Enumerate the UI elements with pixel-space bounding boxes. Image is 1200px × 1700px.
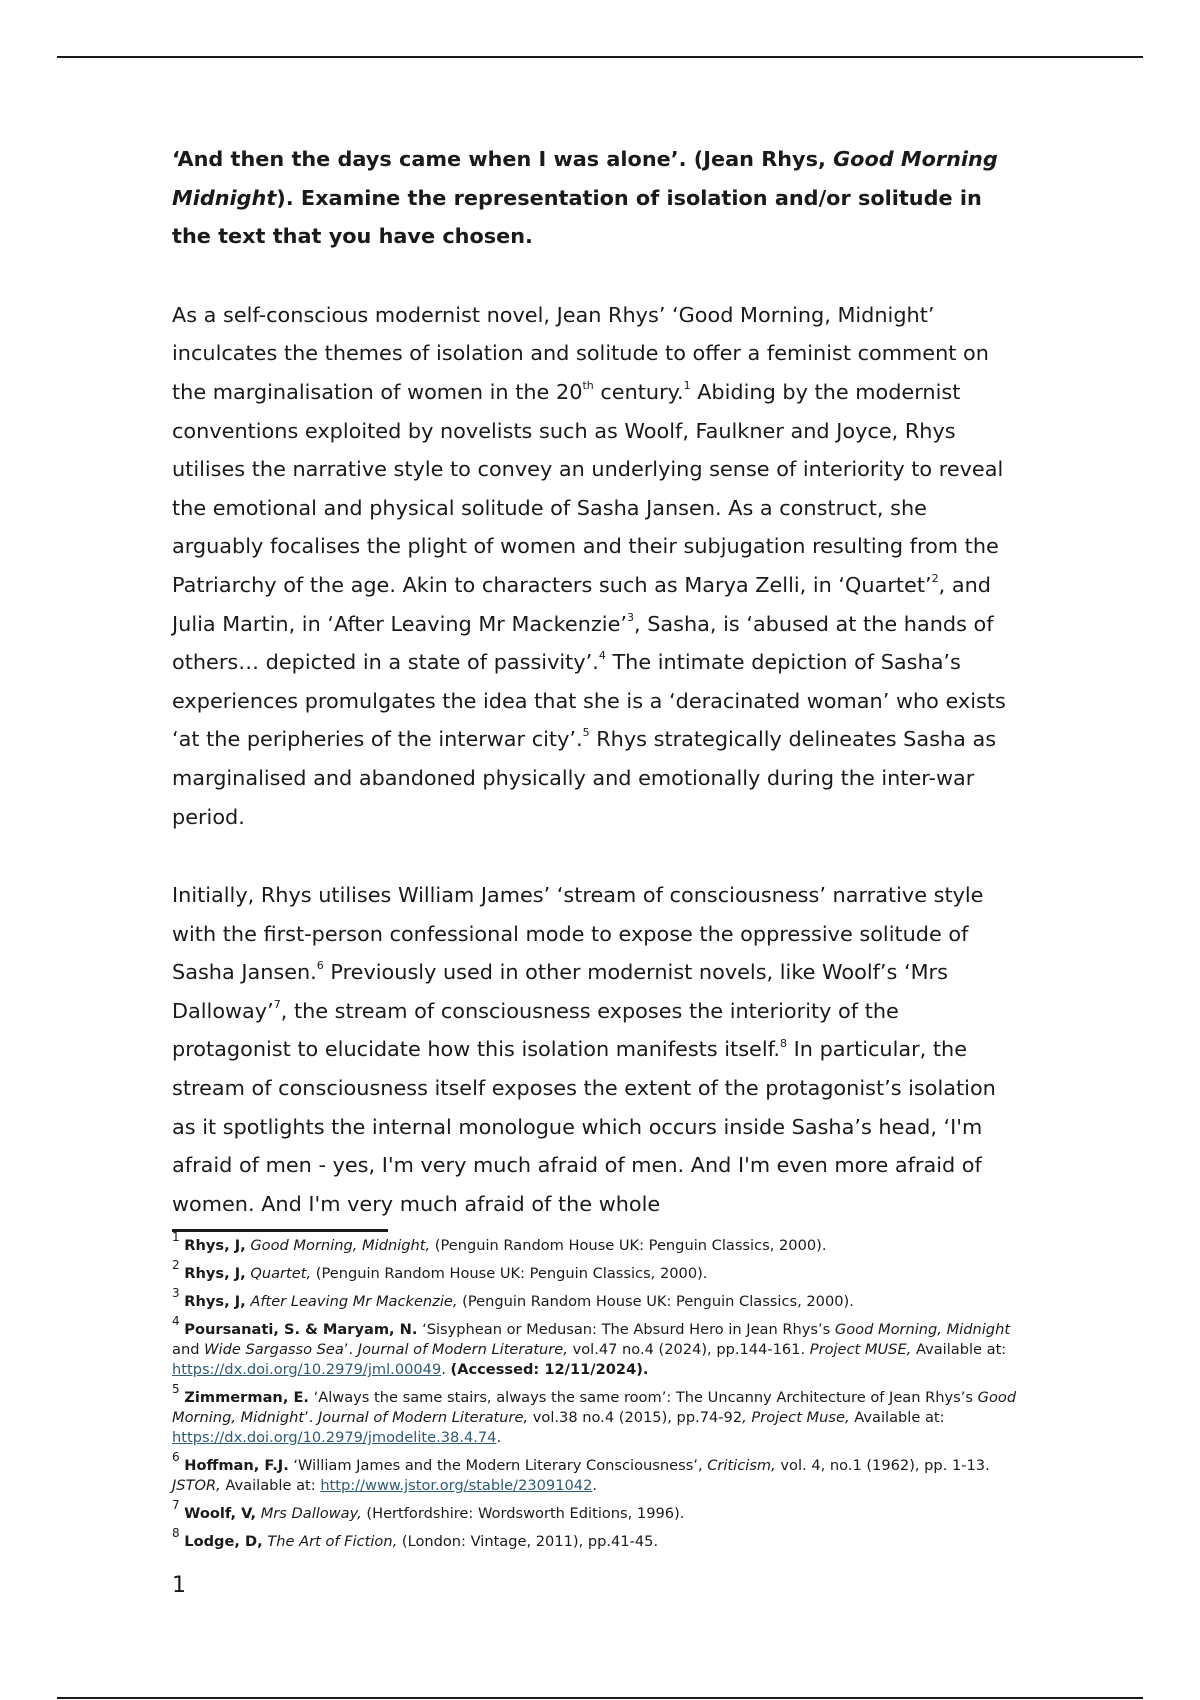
- footnote: $^8$ Lodge, D, The Art of Fiction, (London: Vintage, 2011), pp.41-45.: [172, 1526, 659, 1550]
- footnote-ref[interactable]: 4: [598, 649, 606, 663]
- footnote: $^2$ Rhys, J, Quartet, (Penguin Random House UK: Penguin Classics, 2000).: [172, 1258, 708, 1282]
- doi-link[interactable]: https://dx.doi.org/10.2979/jmodelite.38.4.74: [172, 1429, 497, 1446]
- jstor-link[interactable]: http://www.jstor.org/stable/23091042: [320, 1477, 593, 1494]
- footnote-ref[interactable]: 7: [273, 997, 281, 1011]
- essay-question: [172, 140, 1022, 256]
- question-text: ‘And then the days came when I was alone’. (Jean Rhys,: [172, 147, 834, 171]
- footnote: $^5$ Zimmerman, E. ‘Always the same stairs, always the same room’: The Uncanny Architecture of Jean Rhys’s Good Morning, Midnight’. Journal of Modern Literature, vol.38 no.4 (2015), pp.74-92, Project Muse, Available at: https://dx.doi.org/10.2979/jmodelite.38.4.74.: [172, 1382, 1017, 1446]
- footnote: $^6$ Hoffman, F.J. ‘William James and the Modern Literary Consciousness’, Criticism, vol. 4, no.1 (1962), pp. 1-13. JSTOR, Available at: http://www.jstor.org/stable/23091042.: [172, 1450, 990, 1494]
- footnote: $^1$ Rhys, J, Good Morning, Midnight, (Penguin Random House UK: Penguin Classics, 2000).: [172, 1230, 827, 1254]
- footnote-ref[interactable]: 8: [780, 1036, 788, 1050]
- header-rule: [57, 56, 1143, 58]
- footnote-ref[interactable]: 3: [626, 610, 634, 624]
- footnote-separator: [172, 1229, 388, 1232]
- footnote: $^7$ Woolf, V, Mrs Dalloway, (Hertfordshire: Wordsworth Editions, 1996).: [172, 1498, 685, 1522]
- page-number: 1: [172, 1573, 186, 1598]
- question-title: Good Morning Midnight: [172, 147, 998, 210]
- footnote-ref[interactable]: 6: [316, 959, 324, 973]
- footnote-ref[interactable]: 5: [582, 726, 590, 740]
- question-text-end: ). Examine the representation of isolation and/or solitude in the text that you have chosen.: [172, 185, 982, 249]
- doi-link[interactable]: https://dx.doi.org/10.2979/jml.00049: [172, 1361, 442, 1378]
- paragraph-1: As a self-conscious modernist novel, Jean Rhys’ ‘Good Morning, Midnight’ inculcates the themes of isolation and solitude to offer a feminist comment on the marginalisation of women in the 20th century.$^1$ Abiding by the modernist conventions exploited by novelists such as Woolf, Faulkner and Joyce, Rhys utilises the narrative style to convey an underlying sense of interiority to reveal the emotional and physical solitude of Sasha Jansen. As a construct, she arguably focalises the plight of women and their subjugation resulting from the Patriarchy of the age. Akin to characters such as Marya Zelli, in ‘Quartet’$^2$, and Julia Martin, in ‘After Leaving Mr Mackenzie’$^3$, Sasha, is ‘abused at the hands of others… depicted in a state of passivity’.$^4$ The intimate depiction of Sasha’s experiences promulgates the idea that she is a ‘deracinated woman’ who exists ‘at the peripheries of the interwar city’.$^5$ Rhys strategically delineates Sasha as marginalised and abandoned physically and emotionally during the inter-war period.: [172, 302, 1006, 829]
- footnote: $^3$ Rhys, J, After Leaving Mr Mackenzie, (Penguin Random House UK: Penguin Classics, 2000).: [172, 1286, 854, 1310]
- paragraph-2: Initially, Rhys utilises William James’ ‘stream of consciousness’ narrative style with the first-person confessional mode to expose the oppressive solitude of Sasha Jansen.$^6$ Previously used in other modernist novels, like Woolf’s ‘Mrs Dalloway’$^7$, the stream of consciousness exposes the interiority of the protagonist to elucidate how this isolation manifests itself.$^8$ In particular, the stream of consciousness itself exposes the extent of the protagonist’s isolation as it spotlights the internal monologue which occurs inside Sasha’s head, ‘I'm afraid of men - yes, I'm very much afraid of men. And I'm even more afraid of women. And I'm very much afraid of the whole: [172, 883, 996, 1216]
- footnote: $^4$ Poursanati, S. & Maryam, N. ‘Sisyphean or Medusan: The Absurd Hero in Jean Rhys’s Good Morning, Midnight and Wide Sargasso Sea’. Journal of Modern Literature, vol.47 no.4 (2024), pp.144-161. Project MUSE, Available at: https://dx.doi.org/10.2979/jml.00049. (Accessed: 12/11/2024).: [172, 1314, 1011, 1378]
- footnote-ref[interactable]: 2: [931, 572, 939, 586]
- footnote-ref[interactable]: 1: [683, 379, 691, 393]
- footer-rule: [57, 1697, 1143, 1699]
- document-body: [172, 140, 1022, 1223]
- footnotes: [172, 1230, 1032, 1560]
